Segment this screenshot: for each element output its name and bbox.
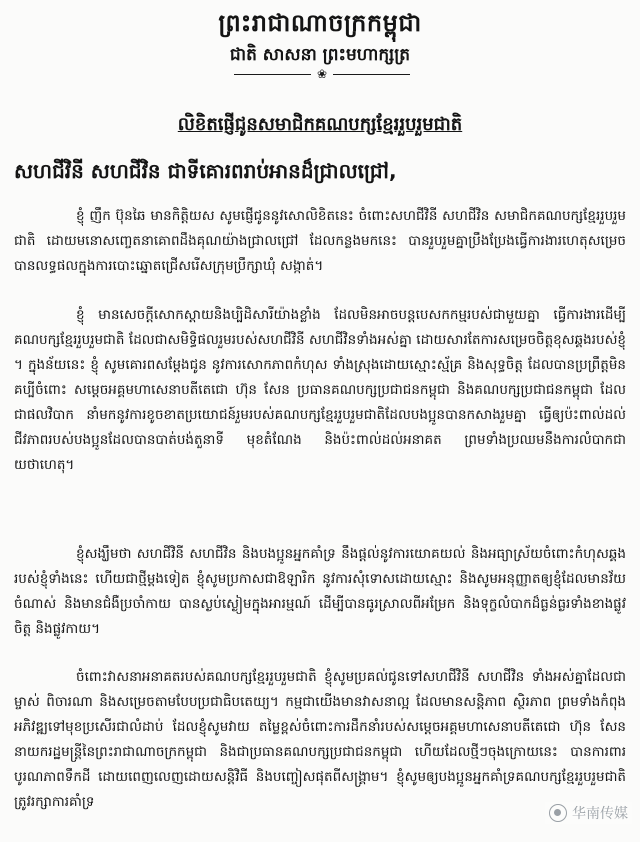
- letter-salutation: សហជីវិនី សហជីវិន ជាទីគោរពរាប់អានដ៏ជ្រាលជ្រៅ,: [14, 159, 397, 183]
- kingdom-title: ព្រះរាជាណាចក្រកម្ពុជា: [218, 9, 422, 37]
- camera-icon: [549, 804, 567, 822]
- letter-paragraph-2: ខ្ញុំ មានសេចក្តីសោកស្តាយនិងប្បិដិសារីយ៉ាងខ្លាំង ដែលមិនអាចបន្តបេសកកម្មរបស់ជាមួយគ្នា ធ្វើការងារដើម្បីគណបក្សខ្មែររួបរួមជាតិ ដែលជាសមិទ្ធិផលរួមរបស់សហជីវិនី សហជីវិនទាំងអស់គ្នា ដោយសារតែការសម្រេចចិត្តខុសឆ្គងរបស់ខ្ញុំ ។ ក្នុងន័យនេះ ខ្ញុំ សូមគោរពសម្តែងជូន នូវការសោកភាពកំហុស ទាំងស្រុងដោយស្មោះស្ម័គ្រ និងសុទ្ធចិត្ត ដែលបានប្រព្រឹត្តមិនគប្បីចំពោះ សម្តេចអគ្គមហាសេនាបតីតេជោ ហ៊ុន សែន ប្រធានគណបក្សប្រជាជនកម្ពុជា និងគណបក្សប្រជាជនកម្ពុជា ដែលជាផលវិបាក នាំមកនូវការខូចខាតប្រយោជន៍រួមរបស់គណបក្សខ្មែររួបរួមជាតិដែលបងប្អូនបានកសាងរួមគ្នា ធ្វើឲ្យប៉ះពាល់ដល់ជីវភាពរបស់បងប្អូនដែលបានបាត់បង់តួនាទី មុខតំណែង និងប៉ះពាល់ដល់អនាគត ព្រមទាំងប្រឈមនឹងការលំបាកជាយថាហេតុ។: [14, 307, 626, 473]
- ornament-icon: ❀: [311, 67, 333, 81]
- letter-paragraph-4: ចំពោះវាសនាអនាគតរបស់គណបក្សខ្មែររួបរួមជាតិ ខ្ញុំសូមប្រគល់ជូនទៅសហជីវិនី សហជីវិន ទាំងអស់គ្នាដែលជាម្ចាស់ ពិចារណា និងសម្រេចតាមបែបប្រជាធិបតេយ្យ។ កម្មជាយើងមានវាសនាល្អ ដែលមានសន្តិភាព ស្ថិរភាព ព្រមទាំងកំពុងអភិវឌ្ឍទៅមុខប្រសើរជាលំដាប់ ដែលខ្ញុំសូមវាយ តម្លៃខ្ពស់ចំពោះការដឹកនាំរបស់សម្តេចអគ្គមហាសេនាបតីតេជោ ហ៊ុន សែន នាយករដ្ឋមន្រ្តីនៃព្រះរាជាណាចក្រកម្ពុជា និងជាប្រធានគណបក្សប្រជាជនកម្ពុជា ហើយដែលថ្មីៗចុងក្រោយនេះ បានការពារបូរណភាពទឹកដី ដោយពេញលេញដោយសន្តិវិធី និងបញ្ចៀសផុតពីសង្គ្រាម។ ខ្ញុំសូមឲ្យបងប្អូនអ្នកគាំទ្រគណបក្សខ្មែររួបរួមជាតិ ត្រូវរក្សាការគាំទ្រ: [14, 669, 626, 810]
- national-motto: ជាតិ សាសនា ព្រះមហាក្សត្រ: [229, 45, 411, 65]
- watermark-text: 华南传媒: [572, 806, 628, 822]
- letter-title: លិខិតផ្ញើជូនសមាជិកគណបក្សខ្មែររួបរួមជាតិ: [177, 114, 463, 135]
- watermark: [545, 802, 632, 824]
- letter-paragraph-1: ខ្ញុំ ញឹក ប៊ុនឆៃ មានកិត្តិយស សូមផ្ញើជូននូវសោលិខិតនេះ ចំពោះសហជីវិនី សហជីវិន សមាជិកគណបក្សខ្មែររួបរួមជាតិ ដោយមនោសញ្ចេតនាគោពដឹងគុណយ៉ាងជ្រាលជ្រៅ ដែលកន្លងមកនេះ បានរួបរួមគ្នាប្រឹងប្រែងធ្វើការងារហេតុសម្រេចបានលទ្ធផលក្នុងការបោះឆ្នោតជ្រើសរើសក្រុមប្រឹក្សាឃុំ សង្កាត់។: [14, 208, 626, 274]
- letter-paragraph-3: ខ្ញុំសង្ឃឹមថា សហជីវិនី សហជីវិន និងបងប្អូនអ្នកគាំទ្រ នឹងផ្តល់នូវការយោគយល់ និងអធ្យាស្រ័យចំពោះកំហុសឆ្គងរបស់ខ្ញុំទាំងនេះ ហើយជាថ្មីម្តងទៀត ខ្ញុំសូមប្រកាសជាឱឡារិក នូវការសុំទោសដោយស្មោះ និងសូមអនុញ្ញាតឲ្យខ្ញុំដែលមានវ័យចំណាស់ និងមានជំងឺប្រចាំកាយ បានស្ងប់ស្ងៀមក្នុងអារម្មណ៍ ដើម្បីបានធូរស្រាលពីអម្រែក និងទុក្ខលំបាកដ៏ធ្ងន់ធ្ងរទាំងខាងផ្លូវចិត្ត និងផ្លូវកាយ។: [14, 546, 626, 637]
